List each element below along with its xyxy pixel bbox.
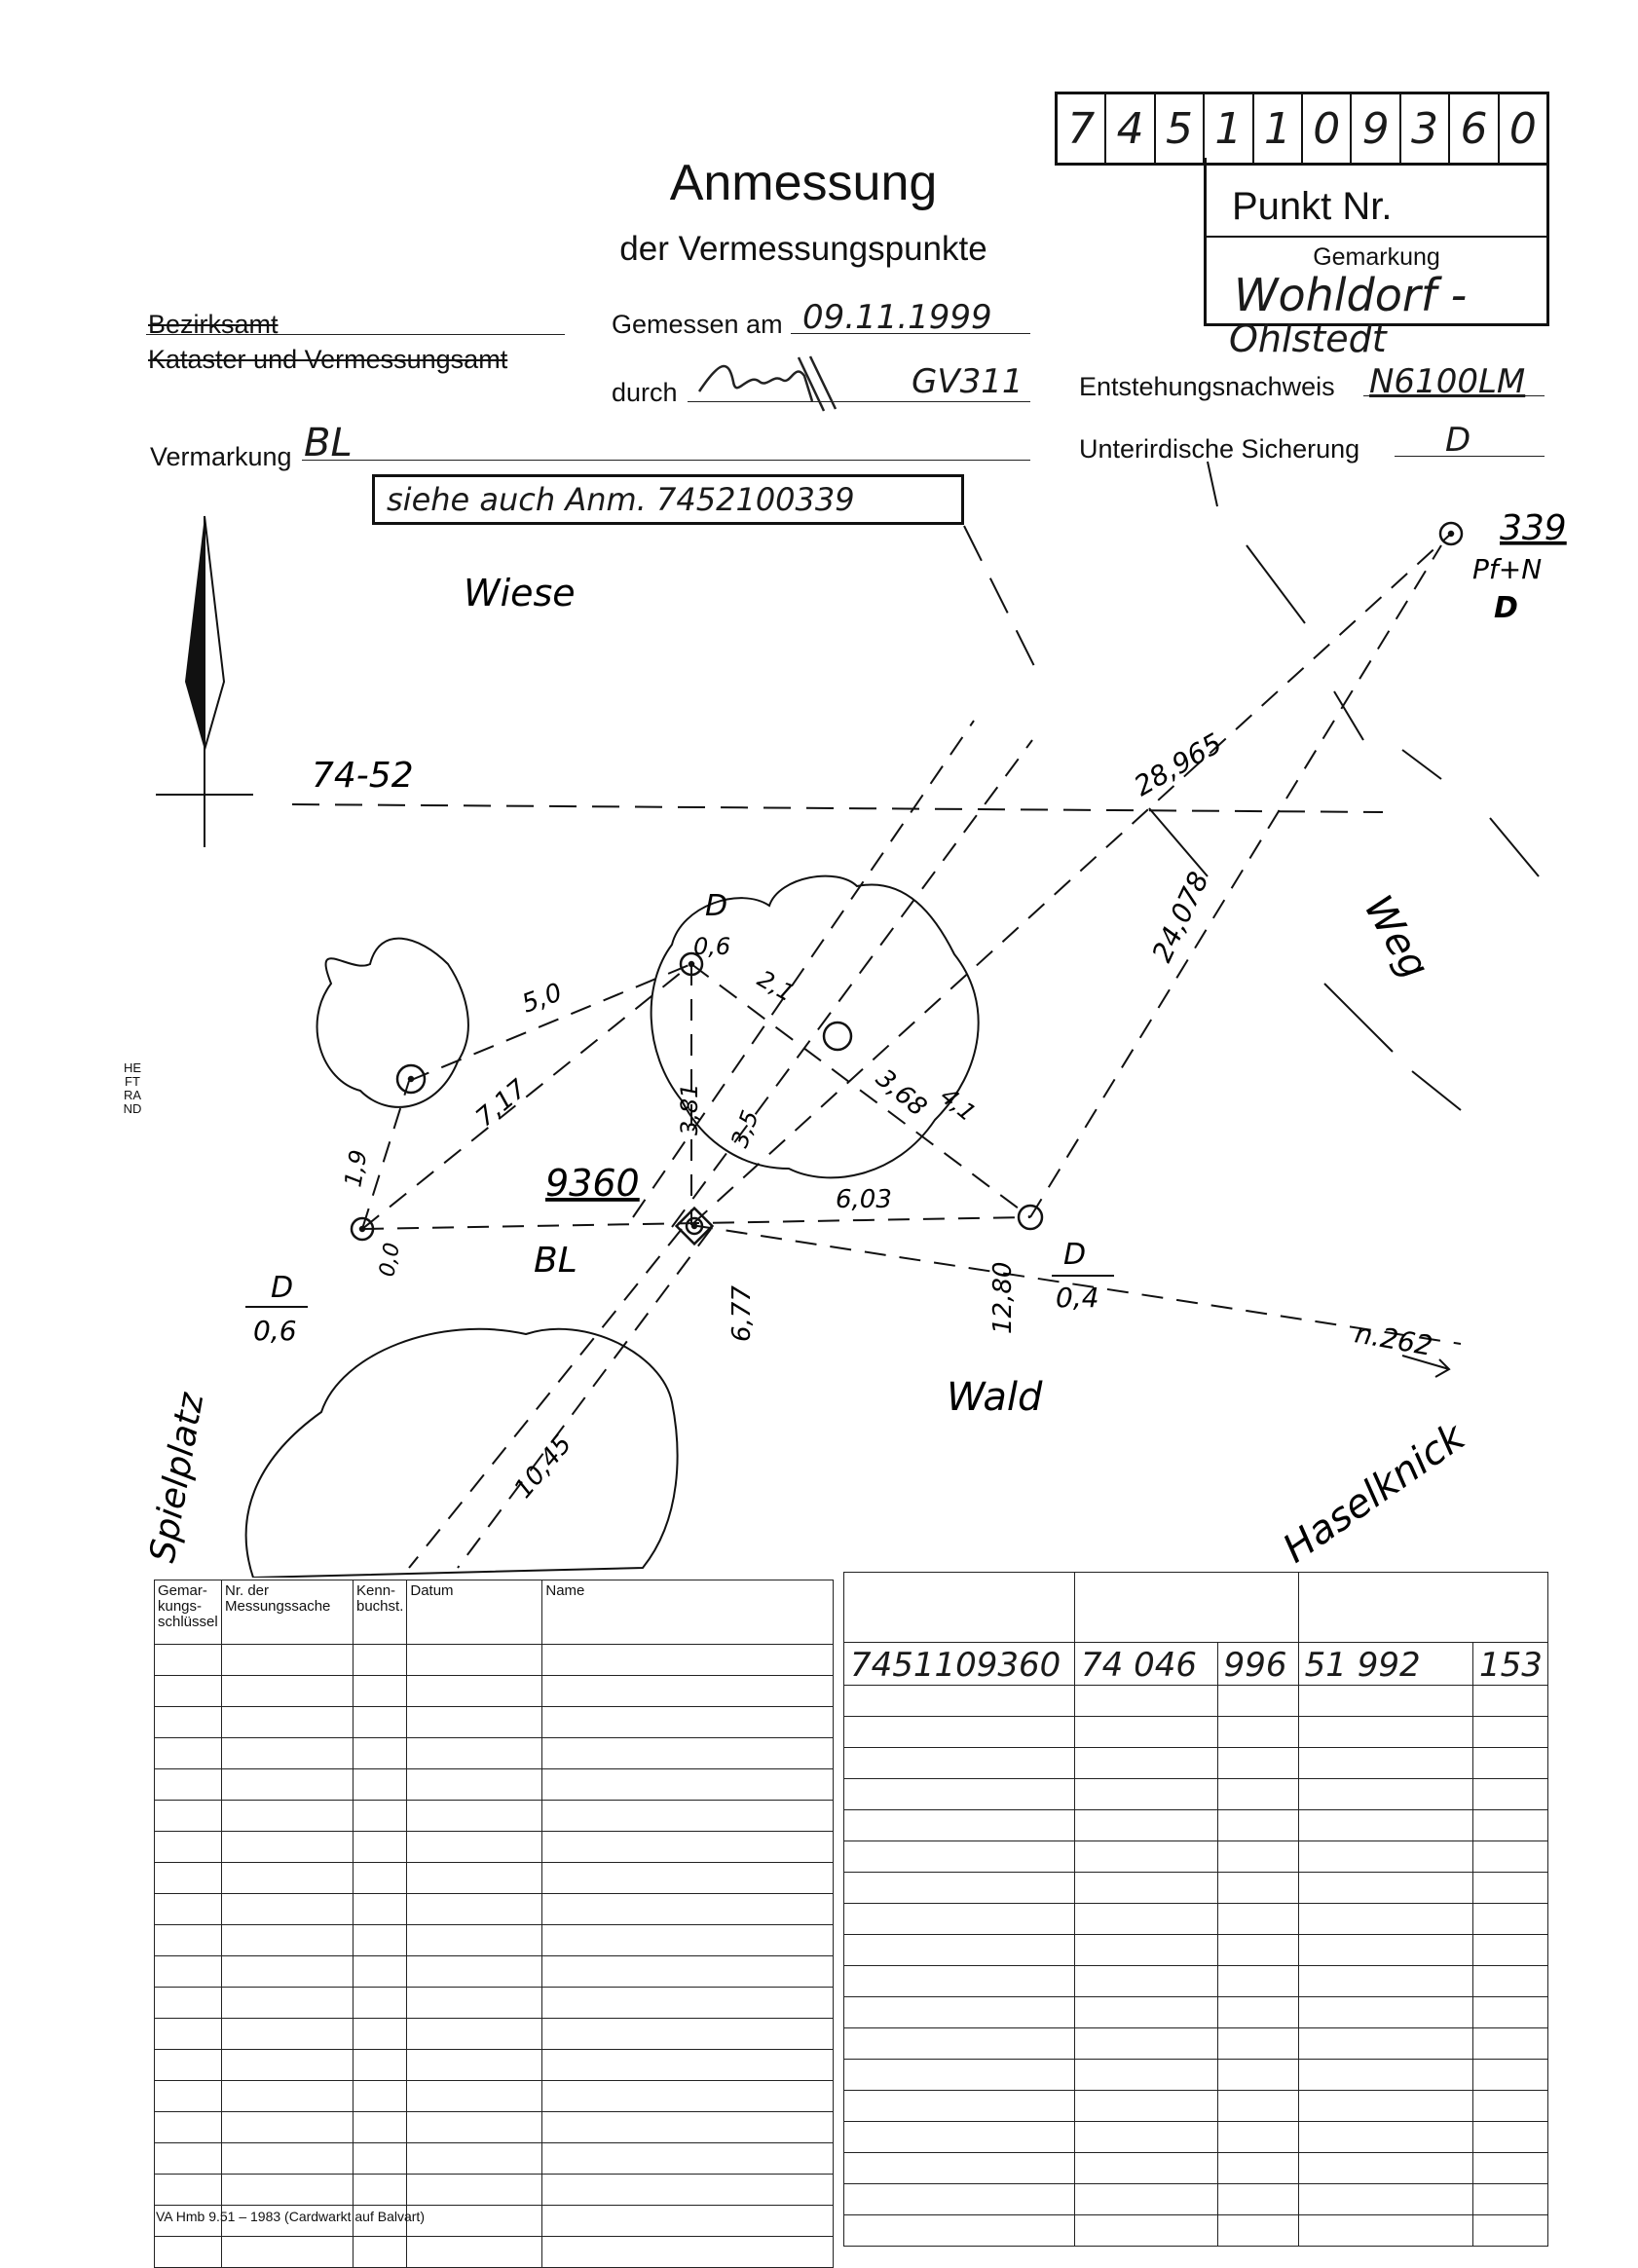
gemessen-label: Gemessen am xyxy=(612,310,783,339)
d-value: 0,6 xyxy=(253,1315,297,1347)
table-row xyxy=(844,1904,1548,1935)
distance-label: 5,0 xyxy=(518,978,567,1020)
table-row xyxy=(844,1997,1548,2028)
table-cell: 153 xyxy=(1473,1643,1548,1686)
table-row xyxy=(844,2215,1548,2247)
table-row xyxy=(844,1686,1548,1717)
table-row xyxy=(155,2050,834,2081)
table-cell: 74 046 xyxy=(1075,1643,1218,1686)
digit-cell: 6 xyxy=(1450,94,1499,163)
table-header: Name xyxy=(542,1580,834,1645)
haselknick-label: Haselknick xyxy=(1275,1414,1473,1573)
digit-cell: 0 xyxy=(1303,94,1352,163)
table-row xyxy=(155,1738,834,1769)
table-header: Nr. der Messungssache xyxy=(222,1580,354,1645)
distance-label: 2,1 xyxy=(753,964,800,1008)
distance-label: 3,68 xyxy=(870,1063,933,1123)
table-row xyxy=(844,1748,1548,1779)
table-row xyxy=(155,1707,834,1738)
digit-cell: 1 xyxy=(1254,94,1303,163)
table-row xyxy=(155,1894,834,1925)
left-register-table xyxy=(154,1580,834,2268)
table-row xyxy=(844,2122,1548,2153)
weg-label: Weg xyxy=(1355,888,1437,986)
wiese-label: Wiese xyxy=(464,572,576,614)
d-label: D xyxy=(705,889,728,923)
table-row xyxy=(844,1841,1548,1873)
table-row xyxy=(155,2237,834,2268)
page-subtitle: der Vermessungspunkte xyxy=(619,230,987,268)
gemarkung-value: Wohldorf - xyxy=(1234,269,1468,321)
digit-cell: 4 xyxy=(1106,94,1155,163)
table-row xyxy=(844,2184,1548,2215)
point-9360-bl: BL xyxy=(534,1241,577,1281)
point-9360-number: 9360 xyxy=(545,1162,640,1205)
table-row xyxy=(155,2175,834,2206)
entstehung-value: N6100LM xyxy=(1369,362,1526,401)
sicherung-label: Unterirdische Sicherung xyxy=(1079,434,1360,464)
point-339-note: Pf+N xyxy=(1472,553,1543,585)
heftrand-label: HEFTRAND xyxy=(123,1060,142,1116)
office-line-2: Kataster und Vermessungsamt xyxy=(148,345,508,374)
grid-label: 74-52 xyxy=(312,756,414,796)
table-row xyxy=(155,2081,834,2112)
table-row xyxy=(844,2153,1548,2184)
table-row xyxy=(155,2143,834,2175)
table-row xyxy=(155,1956,834,1988)
digit-cell: 7 xyxy=(1058,94,1106,163)
table-row xyxy=(155,1832,834,1863)
spielplatz-label: Spielplatz xyxy=(142,1390,212,1566)
distance-label: 4,1 xyxy=(935,1082,982,1128)
see-also-box: siehe auch Anm. 7452100339 xyxy=(372,474,964,525)
distance-label: 10,45 xyxy=(508,1430,578,1505)
point-339-number: 339 xyxy=(1500,508,1567,548)
d-label: D xyxy=(271,1271,294,1305)
table-row xyxy=(155,1801,834,1832)
table-header: Gemar-kungs-schlüssel xyxy=(155,1580,222,1645)
distance-label: 3,5 xyxy=(726,1106,764,1152)
office-line-1: Bezirksamt xyxy=(148,310,279,339)
form-footer: VA Hmb 9.51 – 1983 (Cardwarkt auf Balvart) xyxy=(156,2209,425,2224)
table-row xyxy=(155,1645,834,1676)
table-header: Datum xyxy=(407,1580,542,1645)
vermarkung-label: Vermarkung xyxy=(150,442,292,471)
d-value: 0,4 xyxy=(1056,1282,1099,1314)
sicherung-value: D xyxy=(1445,421,1471,460)
table-row xyxy=(844,1966,1548,1997)
table-row xyxy=(155,2019,834,2050)
table-row xyxy=(844,1779,1548,1810)
table-cell: 7451109360 xyxy=(844,1643,1075,1686)
punkt-label: Punkt Nr. xyxy=(1232,185,1393,228)
vermarkung-value: BL xyxy=(304,421,353,465)
table-row xyxy=(155,1988,834,2019)
point-339-d: D xyxy=(1494,591,1518,625)
digit-cell: 5 xyxy=(1156,94,1205,163)
digit-cell: 1 xyxy=(1205,94,1253,163)
distance-label: 7,17 xyxy=(470,1074,533,1134)
direction-note: n.262 xyxy=(1352,1317,1435,1362)
table-row xyxy=(844,2091,1548,2122)
table-row xyxy=(844,1935,1548,1966)
durch-label: durch xyxy=(612,378,678,407)
distance-label: 6,77 xyxy=(727,1285,757,1342)
entstehung-label: Entstehungsnachweis xyxy=(1079,372,1335,401)
table-row xyxy=(844,1717,1548,1748)
table-cell: 51 992 xyxy=(1298,1643,1472,1686)
distance-label: 28,965 xyxy=(1129,726,1228,803)
gemarkung-label: Gemarkung xyxy=(1313,243,1440,271)
table-row xyxy=(155,1769,834,1801)
distance-label: 12,80 xyxy=(988,1261,1018,1334)
table-row xyxy=(155,1925,834,1956)
digit-cell: 3 xyxy=(1401,94,1450,163)
durch-value: GV311 xyxy=(912,362,1024,401)
page-title: Anmessung xyxy=(669,155,938,211)
digit-cell: 9 xyxy=(1352,94,1400,163)
wald-label: Wald xyxy=(947,1375,1043,1420)
distance-label: 1,9 xyxy=(339,1147,373,1190)
table-row xyxy=(844,2060,1548,2091)
table-row xyxy=(844,1873,1548,1904)
table-header: Kenn-buchst. xyxy=(354,1580,407,1645)
distance-label: 24,078 xyxy=(1145,867,1215,967)
d-value: 0,6 xyxy=(693,933,731,960)
gemarkung-value-cont: Ohlstedt xyxy=(1229,317,1387,360)
distance-label: 3,81 xyxy=(676,1083,703,1135)
table-row xyxy=(844,2028,1548,2060)
north-arrow-icon xyxy=(156,516,253,847)
gemessen-value: 09.11.1999 xyxy=(802,298,992,337)
table-row xyxy=(155,1863,834,1894)
right-coordinate-table xyxy=(843,1572,1548,2247)
distance-label: 6,03 xyxy=(836,1185,892,1214)
table-row xyxy=(844,1810,1548,1841)
distance-label: 0,0 xyxy=(375,1241,405,1280)
digit-cell: 0 xyxy=(1508,103,1537,154)
table-row xyxy=(844,1643,1548,1686)
table-row xyxy=(155,2112,834,2143)
table-cell: 996 xyxy=(1217,1643,1298,1686)
table-row xyxy=(155,1676,834,1707)
d-label: D xyxy=(1063,1238,1087,1272)
